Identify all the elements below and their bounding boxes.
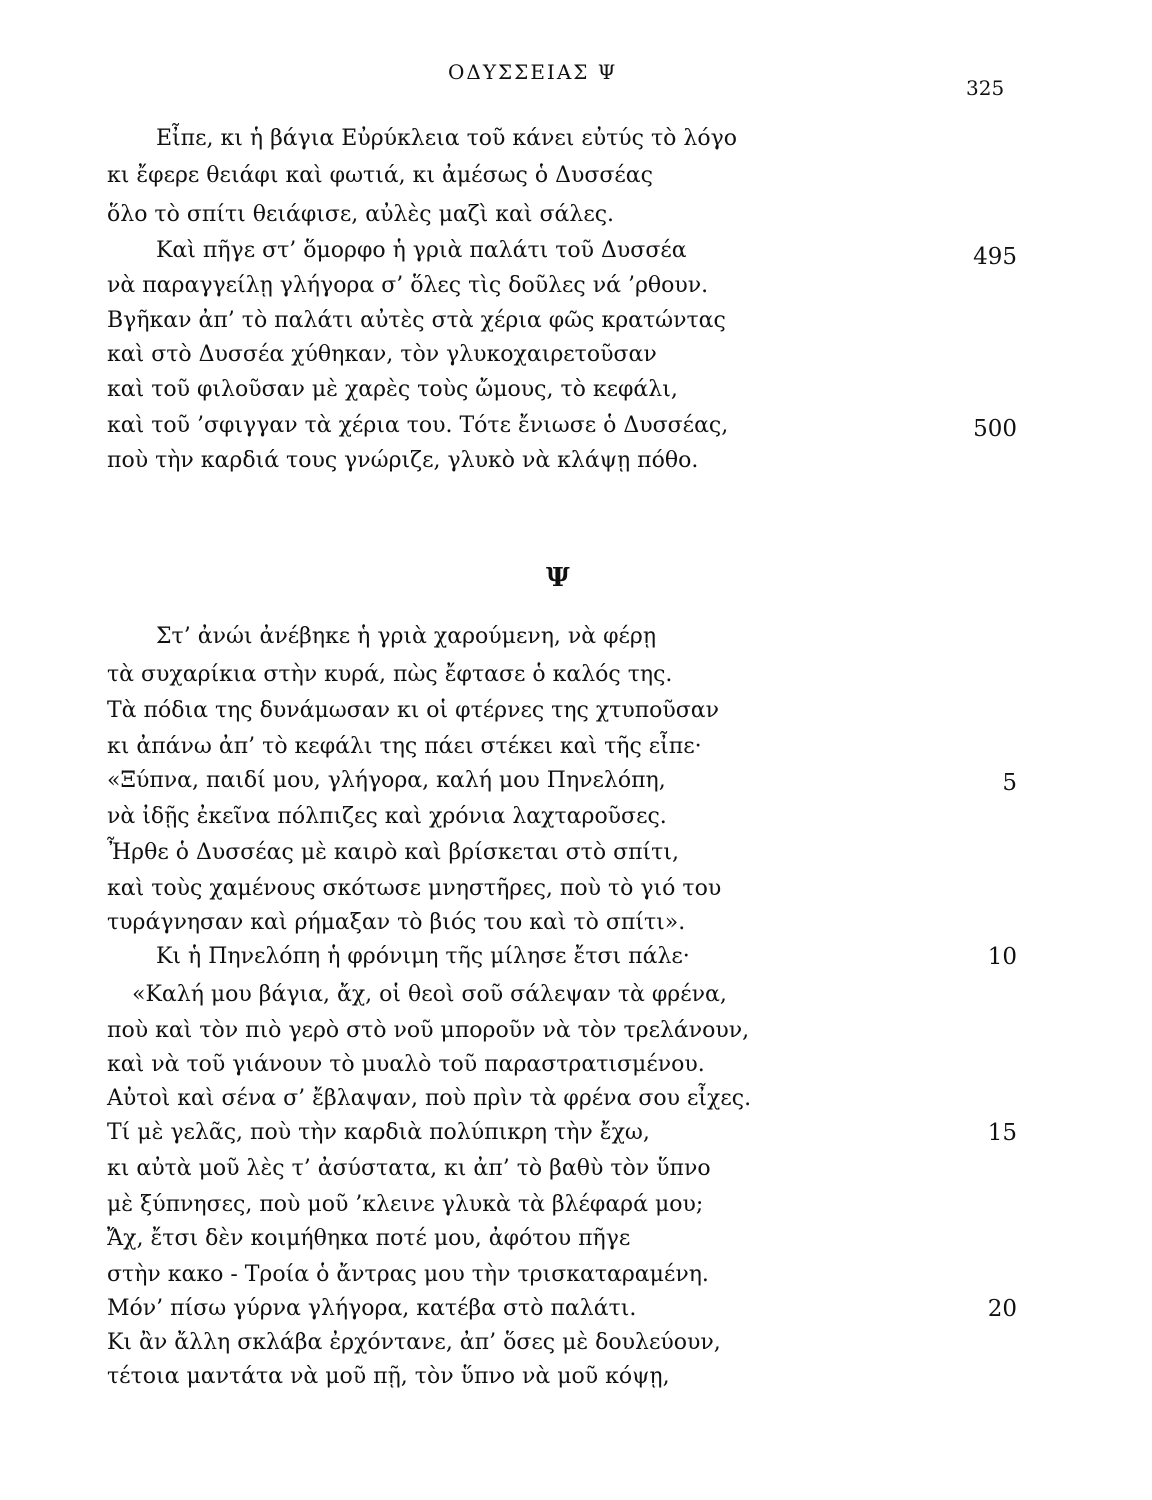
verse-line: τυράγνησαν καὶ ρήμαξαν τὸ βιός του καὶ τὸ σπίτι». xyxy=(107,910,686,935)
verse-line: στὴν κακο - Τροία ὁ ἄντρας μου τὴν τρισκαταραμένη. xyxy=(107,1262,709,1287)
line-number: 10 xyxy=(987,944,1017,970)
verse-line: καὶ στὸ Δυσσέα χύθηκαν, τὸν γλυκοχαιρετοῦσαν xyxy=(107,342,657,367)
verse-line: Κι ἂν ἄλλη σκλάβα ἐρχόντανε, ἀπ’ ὅσες μὲ δουλεύουν, xyxy=(107,1330,721,1355)
verse-line: Καὶ πῆγε στ’ ὅμορφο ἡ γριὰ παλάτι τοῦ Δυσσέα xyxy=(156,238,687,263)
verse-line: νὰ ἰδῇς ἐκεῖνα πόλπιζες καὶ χρόνια λαχταροῦσες. xyxy=(107,804,667,829)
verse-line: Βγῆκαν ἀπ’ τὸ παλάτι αὐτὲς στὰ χέρια φῶς κρατώντας xyxy=(107,308,726,333)
line-number: 20 xyxy=(987,1296,1017,1322)
book-heading: Ψ xyxy=(546,563,570,593)
verse-line: καὶ τοῦ φιλοῦσαν μὲ χαρὲς τοὺς ὤμους, τὸ κεφάλι, xyxy=(107,377,678,402)
verse-line: καὶ τοῦ ’σφιγγαν τὰ χέρια του. Τότε ἔνιωσε ὁ Δυσσέας, xyxy=(107,413,729,438)
verse-line: μὲ ξύπνησες, ποὺ μοῦ ’κλεινε γλυκὰ τὰ βλέφαρά μου; xyxy=(107,1192,704,1217)
verse-line: Εἶπε, κι ἡ βάγια Εὐρύκλεια τοῦ κάνει εὐτύς τὸ λόγο xyxy=(156,126,737,151)
verse-line: «Καλή μου βάγια, ἄχ, οἱ θεοὶ σοῦ σάλεψαν τὰ φρένα, xyxy=(132,982,727,1007)
verse-line: κι ἀπάνω ἀπ’ τὸ κεφάλι της πάει στέκει καὶ τῆς εἶπε· xyxy=(107,734,702,759)
verse-line: τέτοια μαντάτα νὰ μοῦ πῇ, τὸν ὕπνο νὰ μοῦ κόψῃ, xyxy=(107,1364,670,1389)
verse-line: καὶ νὰ τοῦ γιάνουν τὸ μυαλὸ τοῦ παραστρατισμένου. xyxy=(107,1052,705,1077)
verse-line: Στ’ ἀνώι ἀνέβηκε ἡ γριὰ χαρούμενη, νὰ φέρῃ xyxy=(156,624,657,649)
verse-line: νὰ παραγγείλῃ γλήγορα σ’ ὅλες τὶς δοῦλες νά ’ρθουν. xyxy=(107,273,709,298)
verse-line: Κι ἡ Πηνελόπη ἡ φρόνιμη τῆς μίλησε ἔτσι πάλε· xyxy=(156,944,690,969)
verse-line: κι ἔφερε θειάφι καὶ φωτιά, κι ἀμέσως ὁ Δυσσέας xyxy=(107,163,653,188)
verse-line: ὅλο τὸ σπίτι θειάφισε, αὐλὲς μαζὶ καὶ σάλες. xyxy=(107,202,615,227)
verse-line: ποὺ καὶ τὸν πιὸ γερὸ στὸ νοῦ μποροῦν νὰ τὸν τρελάνουν, xyxy=(107,1018,750,1043)
verse-line: Ἦρθε ὁ Δυσσέας μὲ καιρὸ καὶ βρίσκεται στὸ σπίτι, xyxy=(107,840,679,865)
verse-line: Τί μὲ γελᾶς, ποὺ τὴν καρδιὰ πολύπικρη τὴν ἔχω, xyxy=(107,1120,650,1145)
line-number: 5 xyxy=(1002,770,1017,796)
running-head: ΟΔΥΣΣΕΙΑΣ Ψ xyxy=(448,60,618,84)
verse-line: κι αὐτὰ μοῦ λὲς τ’ ἀσύστατα, κι ἀπ’ τὸ βαθὺ τὸν ὕπνο xyxy=(107,1156,711,1181)
verse-line: «Ξύπνα, παιδί μου, γλήγορα, καλή μου Πηνελόπη, xyxy=(107,768,666,793)
verse-line: Μόν’ πίσω γύρνα γλήγορα, κατέβα στὸ παλάτι. xyxy=(107,1296,637,1321)
verse-line: Αὐτοὶ καὶ σένα σ’ ἔβλαψαν, ποὺ πρὶν τὰ φρένα σου εἶχες. xyxy=(107,1086,752,1111)
verse-line: καὶ τοὺς χαμένους σκότωσε μνηστῆρες, ποὺ τὸ γιό του xyxy=(107,876,722,901)
line-number: 500 xyxy=(973,416,1017,442)
line-number: 495 xyxy=(973,244,1017,270)
verse-line: Ἄχ, ἔτσι δὲν κοιμήθηκα ποτέ μου, ἀφότου πῆγε xyxy=(107,1226,631,1251)
page-number: 325 xyxy=(966,76,1005,100)
verse-line: ποὺ τὴν καρδιά τους γνώριζε, γλυκὸ νὰ κλάψῃ πόθο. xyxy=(107,448,699,473)
verse-line: Τὰ πόδια της δυνάμωσαν κι οἱ φτέρνες της χτυποῦσαν xyxy=(107,698,720,723)
verse-line: τὰ συχαρίκια στὴν κυρά, πὼς ἔφτασε ὁ καλός της. xyxy=(107,662,673,687)
line-number: 15 xyxy=(987,1120,1017,1146)
